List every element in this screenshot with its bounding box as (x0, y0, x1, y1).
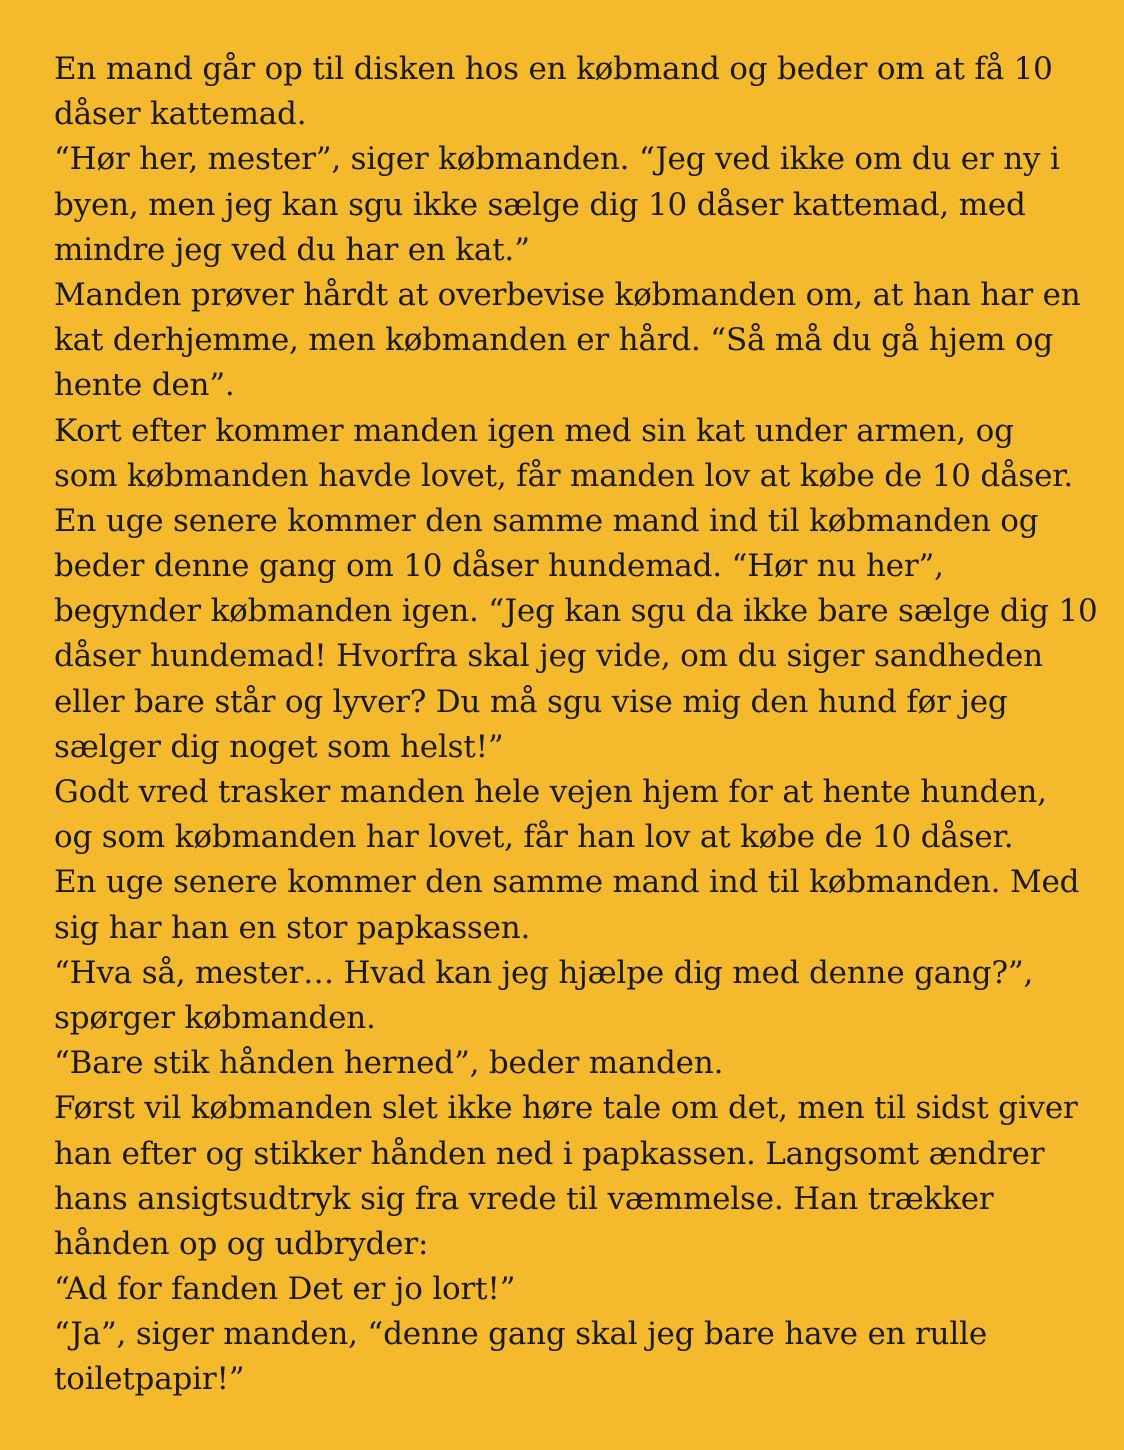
story-line: hånden op og udbryder: (54, 1225, 429, 1262)
story-line: og som købmanden har lovet, får han lov at købe de 10 dåser. (54, 819, 1014, 856)
story-line: En uge senere kommer den samme mand ind til købmanden. Med (54, 864, 1080, 901)
story-line: han efter og stikker hånden ned i papkassen. Langsomt ændrer (54, 1135, 1045, 1172)
story-line: “Ad for fanden Det er jo lort!” (54, 1271, 516, 1308)
story-text (54, 47, 1098, 1403)
story-line: Kort efter kommer manden igen med sin kat under armen, og (54, 412, 1014, 449)
story-line: sig har han en stor papkassen. (54, 909, 531, 946)
story-line: hans ansigtsudtryk sig fra vrede til væmmelse. Han trækker (54, 1180, 994, 1217)
story-line: “Bare stik hånden herned”, beder manden. (54, 1045, 724, 1082)
story-line: En mand går op til disken hos en købmand og beder om at få 10 (54, 51, 1053, 87)
story-line: toiletpapir!” (54, 1361, 245, 1398)
story-line: Godt vred trasker manden hele vejen hjem for at hente hunden, (54, 774, 1047, 810)
story-line: begynder købmanden igen. “Jeg kan sgu da ikke bare sælge dig 10 (54, 593, 1098, 630)
story-line: hente den”. (54, 367, 235, 404)
story-line: dåser kattemad. (54, 96, 307, 133)
story-line: eller bare står og lyver? Du må sgu vise mig den hund før jeg (54, 683, 1008, 720)
story-line: “Hør her, mester”, siger købmanden. “Jeg ved ikke om du er ny i (54, 141, 1060, 178)
story-line: som købmanden havde lovet, får manden lov at købe de 10 dåser. (54, 457, 1074, 494)
story-line: dåser hundemad! Hvorfra skal jeg vide, om du siger sandheden (54, 638, 1043, 675)
story-line: mindre jeg ved du har en kat.” (54, 231, 530, 268)
story-line: spørger købmanden. (54, 999, 376, 1036)
story-line: “Hva så, mester… Hvad kan jeg hjælpe dig med denne gang?”, (54, 954, 1034, 991)
story-line: beder denne gang om 10 dåser hundemad. “Hør nu her”, (54, 548, 944, 585)
story-line: En uge senere kommer den samme mand ind til købmanden og (54, 502, 1039, 539)
story-line: sælger dig noget som helst!” (54, 728, 504, 765)
story-line: “Ja”, siger manden, “denne gang skal jeg bare have en rulle (54, 1316, 988, 1353)
story-line: kat derhjemme, men købmanden er hård. “Så må du gå hjem og (54, 322, 1053, 359)
story-line: byen, men jeg kan sgu ikke sælge dig 10 dåser kattemad, med (54, 186, 1026, 223)
story-line: Først vil købmanden slet ikke høre tale om det, men til sidst giver (54, 1090, 1078, 1127)
story-line: Manden prøver hårdt at overbevise købmanden om, at han har en (54, 276, 1081, 313)
